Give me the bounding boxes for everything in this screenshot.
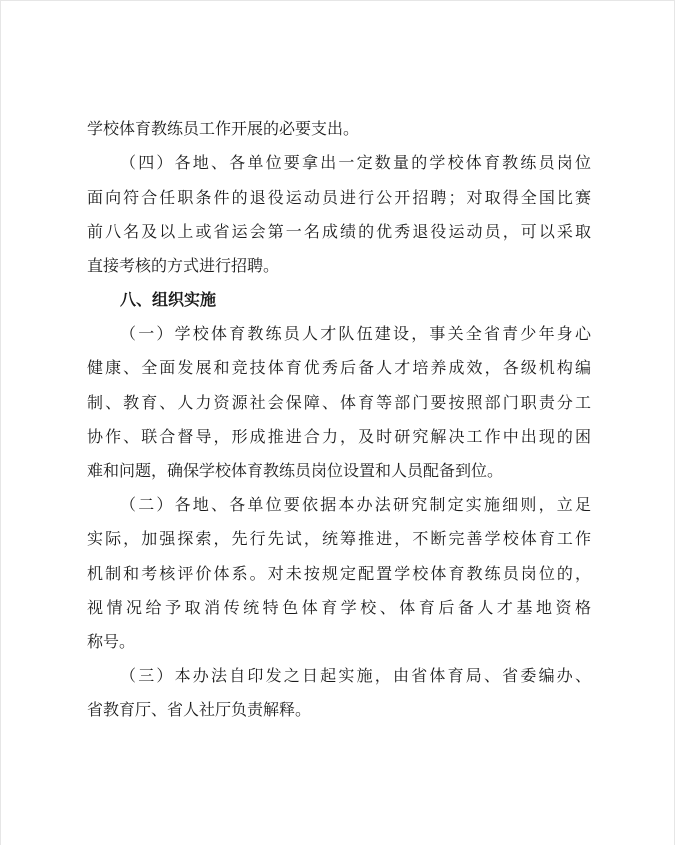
paragraph-line: （一）学校体育教练员人才队伍建设，事关全省青少年身心 — [120, 324, 591, 343]
paragraph-line: 实际，加强探索，先行先试，统筹推进，不断完善学校体育工作 — [87, 529, 591, 548]
paragraph-line: （四）各地、各单位要拿出一定数量的学校体育教练员岗位 — [120, 153, 591, 172]
paragraph-line: 视情况给予取消传统特色体育学校、体育后备人才基地资格 — [87, 598, 591, 617]
paragraph-line: 学校体育教练员工作开展的必要支出。 — [87, 119, 360, 138]
paragraph-line: 健康、全面发展和竞技体育优秀后备人才培养成效，各级机构编 — [87, 358, 591, 377]
paragraph-line: 直接考核的方式进行招聘。 — [87, 256, 280, 275]
paragraph-line: 制、教育、人力资源社会保障、体育等部门要按照部门职责分工 — [87, 393, 591, 412]
paragraph-line: 称号。 — [87, 632, 136, 651]
paragraph-line: 机制和考核评价体系。对未按规定配置学校体育教练员岗位的， — [87, 564, 591, 583]
section-heading: 八、组织实施 — [120, 290, 217, 309]
paragraph-line: 前八名及以上或省运会第一名成绩的优秀退役运动员，可以采取 — [87, 222, 591, 241]
paragraph-line: 难和问题，确保学校体育教练员岗位设置和人员配备到位。 — [87, 461, 504, 480]
paragraph-line: 省教育厅、省人社厅负责解释。 — [87, 700, 312, 719]
paragraph-line: 协作、联合督导，形成推进合力，及时研究解决工作中出现的困 — [87, 427, 591, 446]
paragraph-line: （三）本办法自印发之日起实施，由省体育局、省委编办、 — [120, 666, 591, 685]
paragraph-line: （二）各地、各单位要依据本办法研究制定实施细则，立足 — [120, 495, 591, 514]
paragraph-line: 面向符合任职条件的退役运动员进行公开招聘；对取得全国比赛 — [87, 188, 591, 207]
